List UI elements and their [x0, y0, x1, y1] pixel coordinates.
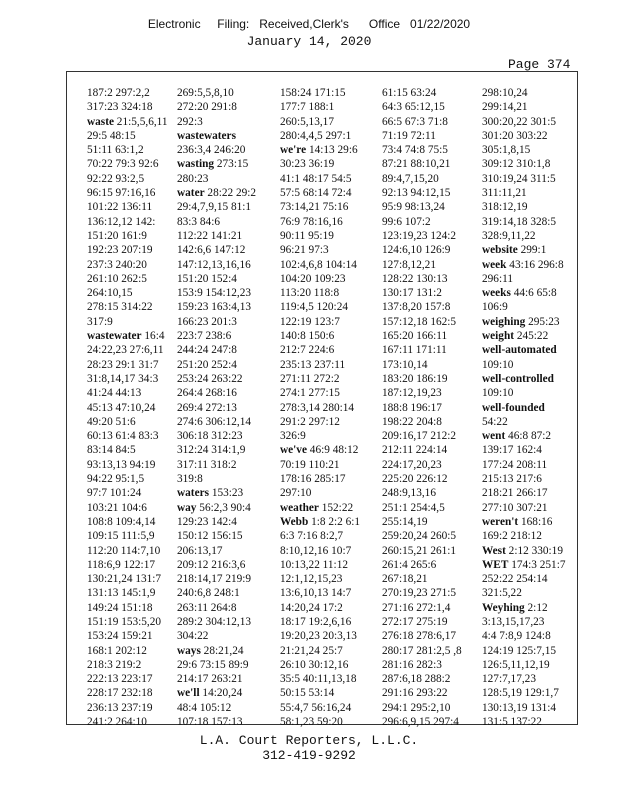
index-reference-line: 271:16 272:1,4: [382, 601, 451, 614]
index-reference-line: 130:17 131:2: [382, 287, 442, 300]
index-headword-line: [177, 644, 256, 658]
index-reference-line: 263:11 264:8: [177, 601, 237, 614]
index-reference-line: 280:23: [177, 172, 209, 185]
index-reference-line: 260:5,13,17: [280, 115, 334, 128]
index-reference-line: 253:24 263:22: [177, 372, 243, 385]
index-references: 56:2,3 90:4: [196, 501, 251, 514]
index-reference-line: 29:6 73:15 89:9: [177, 658, 249, 671]
index-reference-line: 287:6,18 288:2: [382, 673, 451, 686]
index-reference-line: 251:20 252:4: [177, 358, 237, 371]
index-headword-line: [482, 372, 566, 386]
index-reference-line: 153:9 154:12,23: [177, 287, 252, 300]
index-reference-line: 108:8 109:4,14: [87, 515, 156, 528]
index-reference-line: 326:9: [280, 430, 306, 443]
index-headword-line: [482, 286, 566, 300]
index-reference-line: 260:15,21 261:1: [382, 544, 457, 557]
index-headword: well-founded: [482, 401, 545, 414]
index-headword-line: [482, 258, 566, 272]
index-reference-line: 31:8,14,17 34:3: [87, 372, 159, 385]
index-reference-line: 309:12 310:1,8: [482, 158, 551, 171]
index-references: 152:22: [318, 501, 354, 514]
index-headword-line: [177, 501, 256, 515]
index-references: 14:20,24: [199, 687, 243, 700]
index-column-2: [177, 86, 256, 729]
index-reference-line: 29:5 48:15: [87, 129, 136, 142]
index-reference-line: 269:4 272:13: [177, 401, 237, 414]
index-headword-line: [482, 429, 566, 443]
index-reference-line: 209:16,17 212:2: [382, 430, 457, 443]
index-reference-line: 317:11 318:2: [177, 458, 237, 471]
index-reference-line: 319:14,18 328:5: [482, 215, 557, 228]
index-reference-line: 272:17 275:19: [382, 615, 448, 628]
index-references: 2:12: [524, 601, 548, 614]
index-reference-line: 214:17 263:21: [177, 673, 243, 686]
index-reference-line: 178:16 285:17: [280, 473, 346, 486]
index-reference-line: 112:22 141:21: [177, 229, 243, 242]
index-reference-line: 118:6,9 122:17: [87, 558, 155, 571]
index-reference-line: 83:3 84:6: [177, 215, 220, 228]
index-reference-line: 299:14,21: [482, 101, 528, 114]
index-reference-line: 319:8: [177, 473, 203, 486]
index-references: 28:21,24: [200, 644, 244, 657]
index-reference-line: 317:23 324:18: [87, 101, 153, 114]
index-headword-line: [482, 401, 566, 415]
index-reference-line: 147:12,13,16,16: [177, 258, 251, 271]
index-reference-line: 187:2 297:2,2: [87, 87, 150, 99]
index-reference-line: 264:10,15: [87, 287, 133, 300]
index-headword-line: [177, 686, 256, 700]
index-reference-line: 29:4,7,9,15 81:1: [177, 201, 252, 214]
index-references: 295:23: [525, 315, 560, 328]
index-reference-line: 97:7 101:24: [87, 487, 142, 500]
index-reference-line: 142:6,6 147:12: [177, 244, 246, 257]
index-references: 21:5,5,6,11: [113, 115, 168, 128]
index-reference-line: 94:22 95:1,5: [87, 473, 145, 486]
index-references: 14:13 29:6: [306, 144, 358, 157]
index-reference-line: 277:10 307:21: [482, 501, 548, 514]
index-reference-line: 139:17 162:4: [482, 444, 542, 457]
index-headword: wastewaters: [177, 129, 236, 142]
index-headword-line: [177, 129, 256, 143]
index-reference-line: 278:15 314:22: [87, 301, 153, 314]
index-headword: we're: [280, 144, 307, 157]
index-reference-line: 240:6,8 248:1: [177, 587, 240, 600]
index-reference-line: 18:17 19:2,6,16: [280, 615, 352, 628]
index-references: 299:1: [517, 244, 547, 257]
index-reference-line: 259:20,24 260:5: [382, 530, 457, 543]
index-headword: we've: [280, 444, 307, 457]
index-references: 46:9 48:12: [306, 444, 359, 457]
index-reference-line: 50:15 53:14: [280, 687, 335, 700]
index-reference-line: 151:19 153:5,20: [87, 615, 162, 628]
index-reference-line: 151:20 152:4: [177, 272, 237, 285]
index-reference-line: 169:2 218:12: [482, 530, 542, 543]
index-reference-line: 177:24 208:11: [482, 458, 548, 471]
index-headword: Weyhing: [482, 601, 525, 614]
index-reference-line: 297:10: [280, 487, 312, 500]
index-reference-line: 294:1 295:2,10: [382, 701, 451, 714]
index-reference-line: 90:11 95:19: [280, 229, 334, 242]
index-reference-line: 267:18,21: [382, 573, 428, 586]
index-reference-line: 96:15 97:16,16: [87, 187, 156, 200]
index-reference-line: 3:13,15,17,23: [482, 615, 545, 628]
index-headword-line: [177, 486, 256, 500]
index-reference-line: 212:11 224:14: [382, 444, 448, 457]
index-reference-line: 157:12,18 162:5: [382, 315, 457, 328]
index-reference-line: 137:8,20 157:8: [382, 301, 451, 314]
index-reference-line: 224:17,20,23: [382, 458, 442, 471]
index-reference-line: 19:20,23 20:3,13: [280, 630, 357, 643]
index-headword: way: [177, 501, 197, 514]
index-reference-line: 60:13 61:4 83:3: [87, 430, 159, 443]
index-reference-line: 64:3 65:12,15: [382, 101, 445, 114]
index-reference-line: 183:20 186:19: [382, 372, 448, 385]
index-headword: Webb: [280, 515, 309, 528]
index-headword-line: [177, 186, 256, 200]
index-headword: we'll: [177, 687, 200, 700]
index-headword-line: [280, 443, 360, 457]
index-reference-line: 206:13,17: [177, 544, 223, 557]
index-headword: week: [482, 258, 507, 271]
index-reference-line: 131:13 145:1,9: [87, 587, 156, 600]
index-reference-line: 129:23 142:4: [177, 515, 237, 528]
index-reference-line: 41:1 48:17 54:5: [280, 172, 352, 185]
index-reference-line: 228:17 232:18: [87, 687, 153, 700]
reporter-footer: [0, 733, 618, 763]
index-references: 43:16 296:8: [506, 258, 564, 271]
index-references: 174:3 251:7: [508, 558, 566, 571]
index-reference-line: 236:3,4 246:20: [177, 144, 246, 157]
index-headword: weather: [280, 501, 319, 514]
index-references: 46:8 87:2: [505, 430, 552, 443]
index-headword-line: [87, 115, 168, 129]
index-headword-line: [280, 143, 360, 157]
index-reference-line: 66:5 67:3 71:8: [382, 115, 448, 128]
index-reference-line: 130:21,24 131:7: [87, 573, 162, 586]
reporter-phone: 312-419-9292: [262, 748, 356, 763]
index-references: 168:16: [518, 515, 553, 528]
index-headword-line: [177, 157, 256, 171]
index-column-4: [382, 86, 462, 729]
index-headword: ways: [177, 644, 201, 657]
index-headword-line: [482, 315, 566, 329]
index-reference-line: 130:13,19 131:4: [482, 701, 557, 714]
index-reference-line: 173:10,14: [382, 358, 428, 371]
index-reference-line: 291:2 297:12: [280, 415, 340, 428]
index-reference-line: 70:22 79:3 92:6: [87, 158, 159, 171]
index-headword-line: [87, 329, 168, 343]
index-reference-line: 223:7 238:6: [177, 330, 232, 343]
index-reference-line: 14:20,24 17:2: [280, 601, 343, 614]
index-reference-line: 13:6,10,13 14:7: [280, 587, 352, 600]
index-reference-line: 225:20 226:12: [382, 473, 448, 486]
index-column-3: [280, 86, 360, 729]
index-reference-line: 124:19 125:7,15: [482, 644, 557, 657]
index-reference-line: 101:22 136:11: [87, 201, 153, 214]
index-reference-line: 304:22: [177, 630, 209, 643]
index-reference-line: 153:24 159:21: [87, 630, 153, 643]
index-references: 44:6 65:8: [510, 287, 557, 300]
index-reference-line: 35:5 40:11,13,18: [280, 673, 357, 686]
index-reference-line: 73:4 74:8 75:5: [382, 144, 448, 157]
index-headword-line: [482, 329, 566, 343]
index-reference-line: 236:13 237:19: [87, 701, 153, 714]
filing-stamp: Electronic Filing: Received,Clerk's Office 01/22/2020: [147, 17, 471, 31]
index-reference-line: 122:19 123:7: [280, 315, 340, 328]
index-headword-line: [482, 343, 566, 357]
index-reference-line: 278:3,14 280:14: [280, 401, 355, 414]
index-reference-line: 328:9,11,22: [482, 229, 536, 242]
reporter-name: L.A. Court Reporters, L.L.C.: [199, 733, 419, 748]
index-reference-line: 271:11 272:2: [280, 372, 340, 385]
index-reference-line: 112:20 114:7,10: [87, 544, 161, 557]
index-reference-line: 127:7,17,23: [482, 673, 536, 686]
index-reference-line: 165:20 166:11: [382, 330, 448, 343]
index-reference-line: 150:12 156:15: [177, 530, 243, 543]
index-reference-line: 298:10,24: [482, 87, 528, 99]
index-headword: WET: [482, 558, 509, 571]
index-reference-line: 151:20 161:9: [87, 229, 147, 242]
index-reference-line: 312:24 314:1,9: [177, 444, 246, 457]
index-reference-line: 48:4 105:12: [177, 701, 232, 714]
index-headword-line: [482, 544, 566, 558]
index-reference-line: 76:9 78:16,16: [280, 215, 343, 228]
index-reference-line: 222:13 223:17: [87, 673, 153, 686]
index-reference-line: 126:5,11,12,19: [482, 658, 550, 671]
index-reference-line: 107:18 157:13: [177, 716, 243, 729]
index-reference-line: 58:1,23 59:20: [280, 716, 343, 729]
index-reference-line: 296:6,9,15 297:4: [382, 716, 459, 729]
index-headword: wasting: [177, 158, 215, 171]
index-headword: well-automated: [482, 344, 557, 357]
index-reference-line: 311:11,21: [482, 187, 527, 200]
index-references: 16:4: [141, 330, 165, 343]
index-reference-line: 292:3: [177, 115, 203, 128]
index-reference-line: 251:1 254:4,5: [382, 501, 445, 514]
index-reference-line: 159:23 163:4,13: [177, 301, 252, 314]
index-headword-line: [280, 515, 360, 529]
index-reference-line: 272:20 291:8: [177, 101, 237, 114]
index-headword-line: [482, 558, 566, 572]
index-headword: website: [482, 244, 518, 257]
index-reference-line: 128:22 130:13: [382, 272, 448, 285]
index-reference-line: 281:16 282:3: [382, 658, 442, 671]
index-reference-line: 73:14,21 75:16: [280, 201, 349, 214]
index-reference-line: 269:5,5,8,10: [177, 87, 234, 99]
index-reference-line: 244:24 247:8: [177, 344, 237, 357]
index-reference-line: 218:14,17 219:9: [177, 573, 252, 586]
index-headword-line: [482, 515, 566, 529]
index-reference-line: 289:2 304:12,13: [177, 615, 252, 628]
index-reference-line: 24:22,23 27:6,11: [87, 344, 164, 357]
index-reference-line: 102:4,6,8 104:14: [280, 258, 357, 271]
page-number: Page 374: [508, 57, 571, 72]
index-reference-line: 30:23 36:19: [280, 158, 335, 171]
index-reference-line: 119:4,5 120:24: [280, 301, 348, 314]
index-reference-line: 61:15 63:24: [382, 87, 437, 99]
index-headword: West: [482, 544, 506, 557]
index-reference-line: 274:1 277:15: [280, 387, 340, 400]
index-reference-line: 168:1 202:12: [87, 644, 147, 657]
index-reference-line: 291:16 293:22: [382, 687, 448, 700]
index-references: 28:22 29:2: [204, 187, 257, 200]
index-reference-line: 212:7 224:6: [280, 344, 335, 357]
index-reference-line: 109:10: [482, 358, 514, 371]
index-reference-line: 158:24 171:15: [280, 87, 346, 99]
index-references: 153:23: [209, 487, 244, 500]
index-reference-line: 270:19,23 271:5: [382, 587, 457, 600]
index-reference-line: 321:5,22: [482, 587, 522, 600]
index-reference-line: 136:12,12 142:: [87, 215, 156, 228]
index-reference-line: 140:8 150:6: [280, 330, 335, 343]
index-reference-line: 218:21 266:17: [482, 487, 548, 500]
index-reference-line: 95:9 98:13,24: [382, 201, 445, 214]
index-reference-line: 310:19,24 311:5: [482, 172, 556, 185]
index-reference-line: 261:4 265:6: [382, 558, 437, 571]
index-references: 273:15: [214, 158, 249, 171]
index-reference-line: 123:19,23 124:2: [382, 229, 457, 242]
index-reference-line: 51:11 63:1,2: [87, 144, 144, 157]
index-reference-line: 99:6 107:2: [382, 215, 431, 228]
index-reference-line: 113:20 118:8: [280, 287, 340, 300]
index-reference-line: 318:12,19: [482, 201, 528, 214]
index-references: 245:22: [514, 330, 549, 343]
index-reference-line: 317:9: [87, 315, 113, 328]
index-reference-line: 192:23 207:19: [87, 244, 153, 257]
index-reference-line: 280:4,4,5 297:1: [280, 129, 352, 142]
index-headword-line: [280, 501, 360, 515]
index-headword: went: [482, 430, 506, 443]
index-reference-line: 248:9,13,16: [382, 487, 436, 500]
index-column-1: [87, 86, 168, 729]
index-reference-line: 276:18 278:6,17: [382, 630, 457, 643]
index-headword: weight: [482, 330, 515, 343]
index-reference-line: 57:5 68:14 72:4: [280, 187, 352, 200]
index-reference-line: 93:13,13 94:19: [87, 458, 156, 471]
index-reference-line: 92:13 94:12,15: [382, 187, 451, 200]
index-reference-line: 235:13 237:11: [280, 358, 346, 371]
index-reference-line: 28:23 29:1 31:7: [87, 358, 159, 371]
index-reference-line: 70:19 110:21: [280, 458, 340, 471]
index-reference-line: 10:13,22 11:12: [280, 558, 348, 571]
index-headword: weeks: [482, 287, 511, 300]
index-column-5: [482, 86, 566, 729]
index-reference-line: 301:20 303:22: [482, 129, 548, 142]
index-reference-line: 87:21 88:10,21: [382, 158, 451, 171]
index-reference-line: 26:10 30:12,16: [280, 658, 349, 671]
index-reference-line: 127:8,12,21: [382, 258, 436, 271]
index-headword-line: [482, 243, 566, 257]
index-reference-line: 166:23 201:3: [177, 315, 237, 328]
filing-header: [0, 17, 618, 49]
transcript-date: January 14, 2020: [246, 34, 372, 49]
index-reference-line: 218:3 219:2: [87, 658, 142, 671]
index-reference-line: 264:4 268:16: [177, 387, 237, 400]
index-reference-line: 306:18 312:23: [177, 430, 243, 443]
index-references: 1:8 2:2 6:1: [308, 515, 361, 528]
index-headword: weren't: [482, 515, 519, 528]
index-reference-line: 83:14 84:5: [87, 444, 136, 457]
index-reference-line: 4:4 7:8,9 124:8: [482, 630, 551, 643]
index-reference-line: 71:19 72:11: [382, 129, 436, 142]
index-references: 2:12 330:19: [505, 544, 563, 557]
index-headword: weighing: [482, 315, 526, 328]
index-reference-line: 55:4,7 56:16,24: [280, 701, 352, 714]
index-headword: water: [177, 187, 205, 200]
index-reference-line: 187:12,19,23: [382, 387, 442, 400]
index-reference-line: 109:15 111:5,9: [87, 530, 155, 543]
index-reference-line: 45:13 47:10,24: [87, 401, 156, 414]
index-reference-line: 300:20,22 301:5: [482, 115, 557, 128]
index-reference-line: 6:3 7:16 8:2,7: [280, 530, 344, 543]
index-reference-line: 49:20 51:6: [87, 415, 136, 428]
index-reference-line: 128:5,19 129:1,7: [482, 687, 559, 700]
index-reference-line: 104:20 109:23: [280, 272, 346, 285]
index-reference-line: 261:10 262:5: [87, 272, 147, 285]
index-reference-line: 252:22 254:14: [482, 573, 548, 586]
index-reference-line: 198:22 204:8: [382, 415, 442, 428]
index-headword: well-controlled: [482, 372, 554, 385]
index-reference-line: 131:5 137:22: [482, 716, 542, 729]
index-reference-line: 280:17 281:2,5 ,8: [382, 644, 462, 657]
index-reference-line: 149:24 151:18: [87, 601, 153, 614]
index-headword: waters: [177, 487, 209, 500]
index-reference-line: 177:7 188:1: [280, 101, 335, 114]
index-reference-line: 255:14,19: [382, 515, 428, 528]
index-reference-line: 21:21,24 25:7: [280, 644, 343, 657]
index-reference-line: 92:22 93:2,5: [87, 172, 145, 185]
index-reference-line: 241:2 264:10: [87, 716, 147, 729]
index-reference-line: 54:22: [482, 415, 508, 428]
index-reference-line: 89:4,7,15,20: [382, 172, 439, 185]
index-reference-line: 188:8 196:17: [382, 401, 442, 414]
index-reference-line: 103:21 104:6: [87, 501, 147, 514]
index-reference-line: 106:9: [482, 301, 508, 314]
index-reference-line: 96:21 97:3: [280, 244, 329, 257]
index-headword: waste: [87, 115, 114, 128]
index-reference-line: 109:10: [482, 387, 514, 400]
index-reference-line: 305:1,8,15: [482, 144, 531, 157]
index-headword-line: [482, 601, 566, 615]
index-reference-line: 12:1,12,15,23: [280, 573, 343, 586]
index-reference-line: 209:12 216:3,6: [177, 558, 246, 571]
index-headword: wastewater: [87, 330, 142, 343]
index-reference-line: 167:11 171:11: [382, 344, 447, 357]
index-reference-line: 296:11: [482, 272, 513, 285]
index-reference-line: 41:24 44:13: [87, 387, 142, 400]
index-reference-line: 8:10,12,16 10:7: [280, 544, 352, 557]
index-reference-line: 274:6 306:12,14: [177, 415, 252, 428]
index-reference-line: 237:3 240:20: [87, 258, 147, 271]
index-reference-line: 124:6,10 126:9: [382, 244, 451, 257]
index-reference-line: 215:13 217:6: [482, 473, 542, 486]
